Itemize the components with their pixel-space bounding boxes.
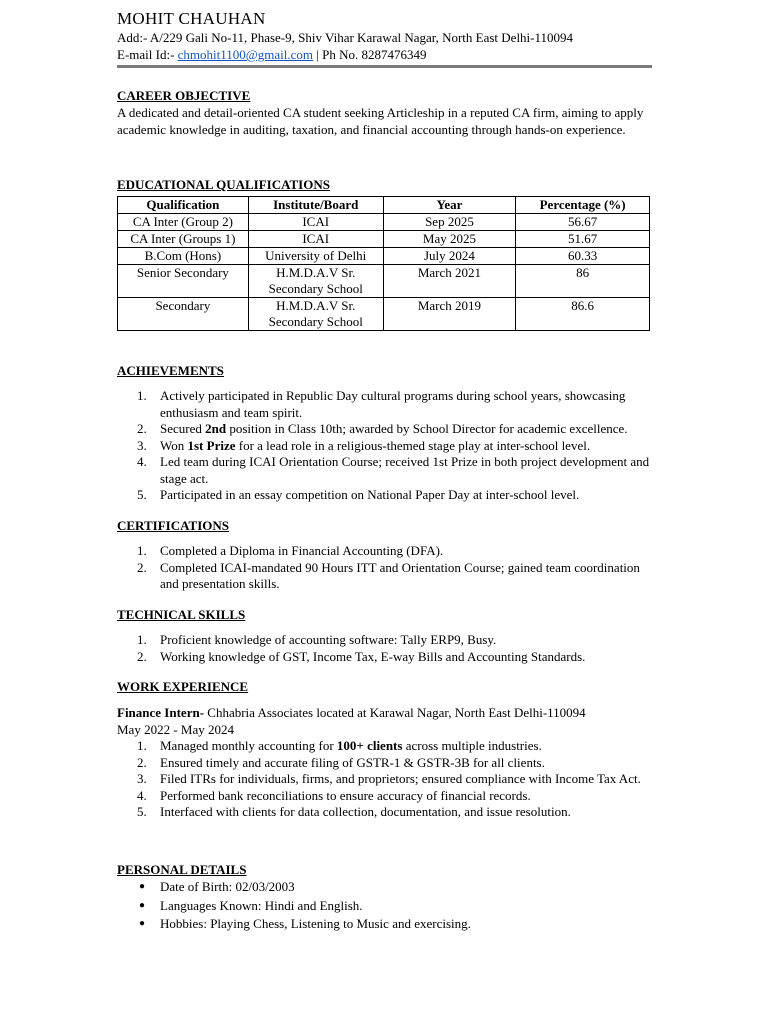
item-text: Secured bbox=[160, 421, 206, 436]
table-cell: University of Delhi bbox=[248, 248, 383, 265]
list-item bbox=[117, 421, 652, 438]
item-bold-text: 2nd bbox=[205, 421, 227, 436]
table-row bbox=[118, 265, 650, 298]
table-cell: March 2019 bbox=[383, 298, 516, 331]
email-label: E-mail Id:- bbox=[117, 47, 178, 62]
achievements-section bbox=[117, 362, 652, 504]
list-number: 5. bbox=[137, 487, 147, 502]
list-item bbox=[117, 438, 652, 455]
item-text: Completed ICAI-mandated 90 Hours ITT and Orientation Course; gained team coordination and presentation skills. bbox=[160, 559, 640, 591]
bullet-icon: ● bbox=[139, 881, 146, 892]
achievements-heading: ACHIEVEMENTS bbox=[117, 363, 224, 378]
table-cell: Secondary bbox=[118, 298, 249, 331]
candidate-name: MOHIT CHAUHAN bbox=[117, 9, 266, 28]
phone-number: Ph No. 8287476349 bbox=[322, 47, 427, 62]
item-text: Proficient knowledge of accounting software: Tally ERP9, Busy. bbox=[160, 632, 497, 647]
list-number: 1. bbox=[137, 738, 147, 753]
table-cell: July 2024 bbox=[383, 248, 516, 265]
personal-details-section bbox=[117, 861, 652, 934]
list-number: 1. bbox=[137, 632, 147, 647]
column-header: Year bbox=[383, 197, 516, 214]
list-number: 1. bbox=[137, 543, 147, 558]
item-text: Date of Birth: 02/03/2003 bbox=[160, 879, 295, 894]
table-cell: 86.6 bbox=[516, 298, 650, 331]
career-objective-heading: CAREER OBJECTIVE bbox=[117, 88, 251, 103]
table-row bbox=[118, 248, 650, 265]
list-number: 3. bbox=[137, 771, 147, 786]
item-bold-text: 1st Prize bbox=[187, 437, 236, 453]
item-text: Filed ITRs for individuals, firms, and proprietors; ensured compliance with Income Tax Act. bbox=[160, 771, 641, 786]
list-item bbox=[117, 804, 652, 821]
item-text: Won bbox=[160, 437, 188, 453]
contact-line bbox=[117, 46, 652, 63]
item-text: Led team during ICAI Orientation Course; received 1st Prize in both project development and stage act. bbox=[160, 454, 650, 486]
list-number: 2. bbox=[137, 648, 147, 664]
item-text: Languages Known: Hindi and English. bbox=[160, 897, 363, 913]
list-item bbox=[117, 487, 652, 504]
list-item bbox=[117, 454, 652, 487]
list-item bbox=[117, 755, 652, 772]
certifications-list bbox=[117, 543, 652, 593]
work-experience-section bbox=[117, 678, 652, 821]
certifications-heading: CERTIFICATIONS bbox=[117, 518, 229, 533]
table-cell: Senior Secondary bbox=[118, 265, 249, 298]
list-number: 4. bbox=[137, 787, 147, 803]
education-section bbox=[117, 176, 652, 331]
table-row bbox=[118, 231, 650, 248]
item-text: Participated in an essay competition on National Paper Day at inter-school level. bbox=[160, 487, 580, 502]
technical-skills-section bbox=[117, 606, 652, 665]
achievements-list bbox=[117, 388, 652, 504]
list-item bbox=[117, 649, 652, 666]
column-header: Percentage (%) bbox=[516, 197, 650, 214]
table-cell: ICAI bbox=[248, 214, 383, 231]
certifications-section bbox=[117, 517, 652, 593]
item-text: Interfaced with clients for data collection, documentation, and issue resolution. bbox=[160, 804, 571, 819]
table-cell: B.Com (Hons) bbox=[118, 248, 249, 265]
column-header: Qualification bbox=[118, 197, 249, 214]
table-cell: March 2021 bbox=[383, 265, 516, 298]
bullet-icon: ● bbox=[139, 899, 146, 911]
technical-skills-list bbox=[117, 632, 652, 665]
item-bold-text: 100+ clients bbox=[336, 738, 403, 753]
table-row bbox=[118, 214, 650, 231]
job-title-line bbox=[117, 704, 652, 721]
table-cell: H.M.D.A.V Sr. Secondary School bbox=[248, 265, 383, 298]
item-text: position in Class 10th; awarded by School Director for academic excellence. bbox=[226, 421, 628, 436]
career-objective-text: A dedicated and detail-oriented CA student seeking Articleship in a reputed CA firm, aiming to apply academic knowledge in auditing, taxation, and financial accounting through hands-on experience. bbox=[117, 105, 644, 137]
contact-separator: | bbox=[313, 47, 323, 62]
list-item bbox=[117, 878, 652, 897]
table-cell: Sep 2025 bbox=[383, 214, 516, 231]
list-item bbox=[117, 771, 652, 788]
personal-details-list bbox=[117, 878, 652, 934]
table-cell: CA Inter (Groups 1) bbox=[118, 231, 249, 248]
career-objective-section bbox=[117, 87, 652, 138]
table-cell: H.M.D.A.V Sr. Secondary School bbox=[248, 298, 383, 331]
list-number: 2. bbox=[137, 754, 147, 770]
list-item bbox=[117, 632, 652, 649]
list-number: 1. bbox=[137, 388, 147, 403]
item-text: for a lead role in a religious-themed stage play at inter-school level. bbox=[235, 437, 591, 453]
work-experience-heading: WORK EXPERIENCE bbox=[117, 679, 249, 694]
list-item bbox=[117, 388, 652, 421]
resume-header bbox=[117, 9, 652, 63]
personal-details-heading: PERSONAL DETAILS bbox=[117, 862, 247, 877]
list-item bbox=[117, 788, 652, 805]
list-number: 3. bbox=[137, 437, 147, 453]
job-period: May 2022 - May 2024 bbox=[117, 722, 234, 737]
table-cell: ICAI bbox=[248, 231, 383, 248]
list-item bbox=[117, 543, 652, 560]
email-link[interactable]: chmohit1100@gmail.com bbox=[177, 47, 313, 62]
address-line: Add:- A/229 Gali No-11, Phase-9, Shiv Vihar Karawal Nagar, North East Delhi-110094 bbox=[117, 30, 574, 45]
table-row bbox=[118, 298, 650, 331]
technical-skills-heading: TECHNICAL SKILLS bbox=[117, 607, 246, 622]
list-number: 2. bbox=[137, 559, 147, 575]
column-header: Institute/Board bbox=[248, 197, 383, 214]
item-text: Ensured timely and accurate filing of GSTR-1 & GSTR-3B for all clients. bbox=[160, 754, 545, 770]
work-duties-list bbox=[117, 738, 652, 821]
education-table bbox=[117, 196, 650, 331]
table-cell: May 2025 bbox=[383, 231, 516, 248]
item-text: Hobbies: Playing Chess, Listening to Music and exercising. bbox=[160, 916, 471, 931]
item-text: Actively participated in Republic Day cultural programs during school years, showcasing enthusiasm and team spirit. bbox=[160, 388, 626, 420]
table-cell: 51.67 bbox=[516, 231, 650, 248]
table-header-row bbox=[118, 197, 650, 214]
item-text: Managed monthly accounting for bbox=[160, 738, 337, 753]
item-text: Completed a Diploma in Financial Accounting (DFA). bbox=[160, 543, 444, 558]
list-number: 4. bbox=[137, 454, 147, 469]
table-cell: 56.67 bbox=[516, 214, 650, 231]
header-divider bbox=[117, 65, 652, 68]
bullet-icon: ● bbox=[139, 918, 146, 929]
table-cell: 86 bbox=[516, 265, 650, 298]
table-cell: CA Inter (Group 2) bbox=[118, 214, 249, 231]
item-text: Working knowledge of GST, Income Tax, E-way Bills and Accounting Standards. bbox=[160, 648, 586, 664]
education-heading: EDUCATIONAL QUALIFICATIONS bbox=[117, 177, 330, 192]
job-role: Finance Intern- bbox=[117, 705, 205, 720]
list-number: 2. bbox=[137, 421, 147, 436]
item-text: across multiple industries. bbox=[402, 738, 542, 753]
table-cell: 60.33 bbox=[516, 248, 650, 265]
list-item bbox=[117, 915, 652, 934]
job-company: Chhabria Associates located at Karawal Nagar, North East Delhi-110094 bbox=[204, 705, 586, 720]
list-number: 5. bbox=[137, 804, 147, 819]
item-text: Performed bank reconciliations to ensure accuracy of financial records. bbox=[160, 787, 531, 803]
list-item bbox=[117, 738, 652, 755]
list-item bbox=[117, 897, 652, 916]
list-item bbox=[117, 560, 652, 593]
